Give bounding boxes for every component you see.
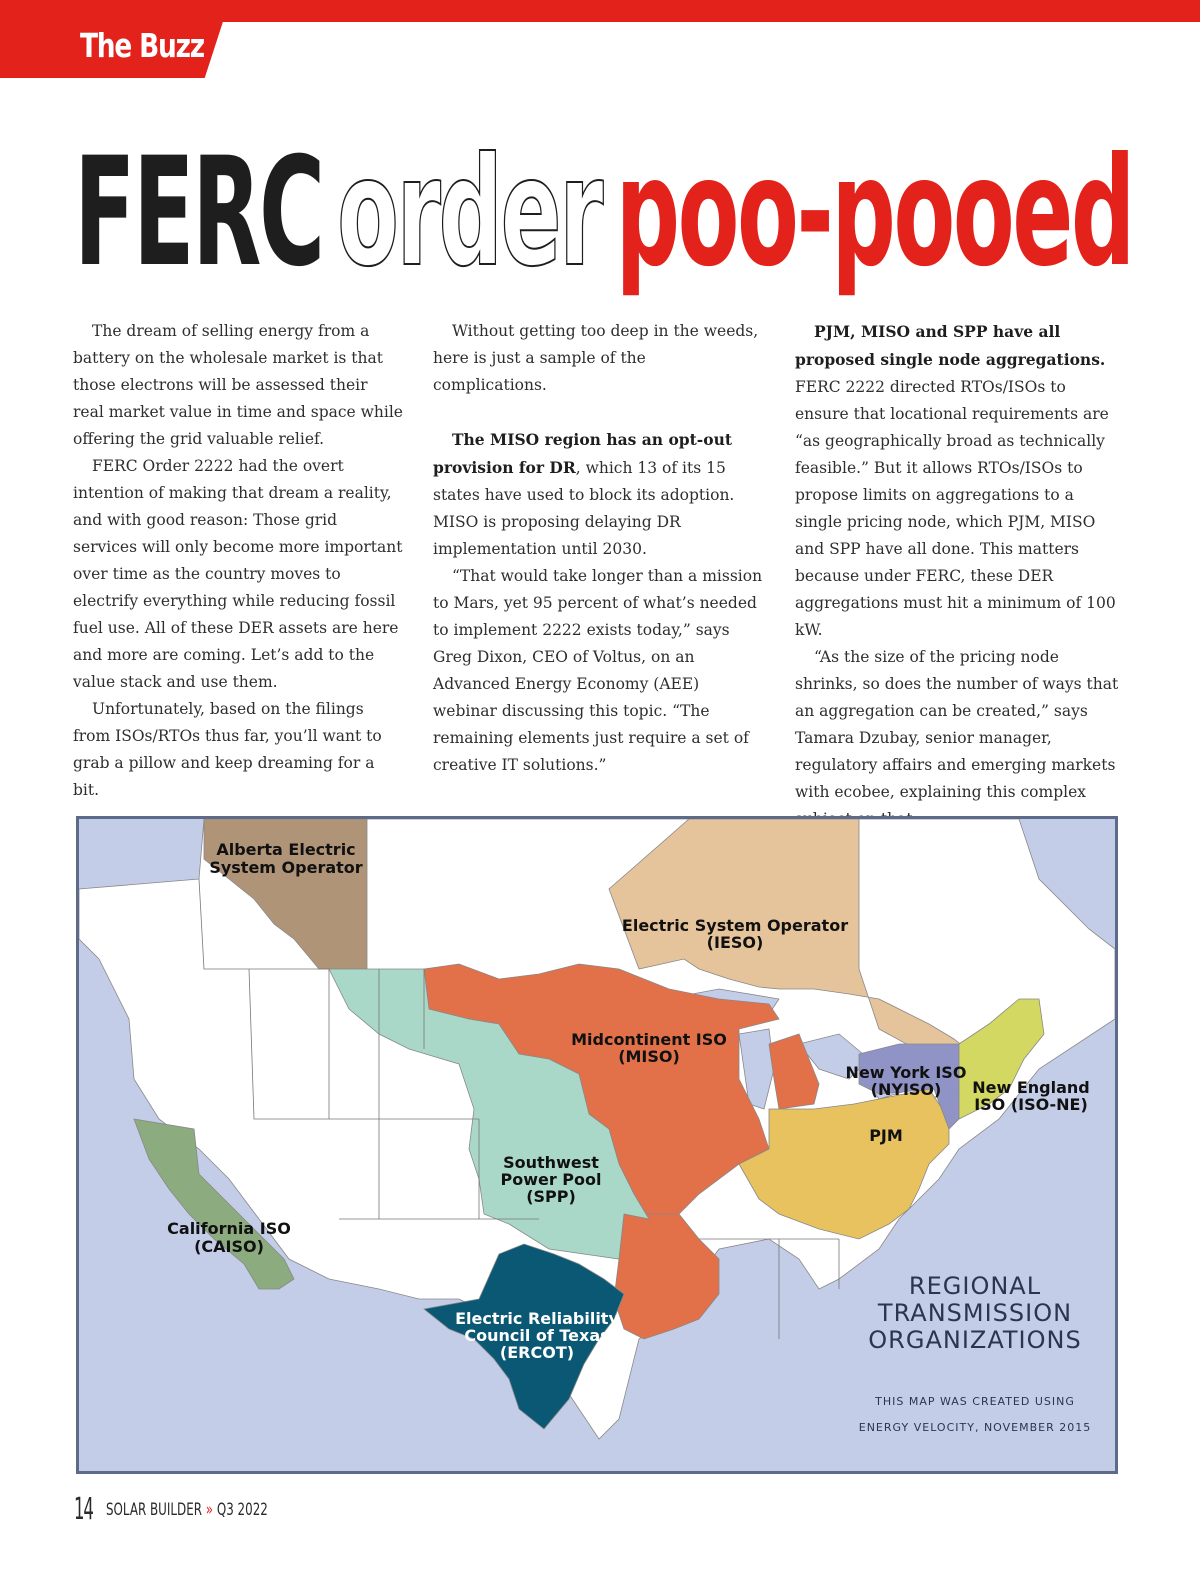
map-title-line-3: ORGANIZATIONS [868,1326,1082,1354]
paragraph-text: , which 13 of its 15 states have used to block its adoption. MISO is proposing delaying DR implementation until 2030. [433,459,735,558]
paragraph: Without getting too deep in the weeds, here is just a sample of the complications. [433,322,759,394]
label-aeso-1: Alberta Electric [216,840,356,859]
bold-lead: The MISO region has an opt-out provision for DR [433,430,732,477]
map-title-line-2: TRANSMISSION [877,1299,1073,1327]
label-ercot-3: (ERCOT) [499,1343,575,1362]
page-number: 14 [74,1492,93,1527]
page-footer [74,1492,268,1527]
label-caiso-2: (CAISO) [194,1237,264,1256]
label-ercot-1: Electric Reliability [455,1309,619,1328]
headline-word-ferc: FERC [74,126,323,300]
rto-map-graphic [79,819,1115,1471]
paragraph: “As the size of the pricing node shrinks, so does the number of ways that an aggregation can be created,” says Tamara Dzubay, senior manager, regulatory affairs and emerging markets with ecobee, explaining this complex [795,648,1119,801]
label-ieso-1: Electric System Operator [621,916,849,935]
paragraph: The dream of selling energy from a battery on the wholesale market is that those electrons will be assessed their real market value in time and space while offering the grid valuable relief. [73,322,403,448]
publication-line [106,1500,268,1520]
map-credit-line-2: ENERGY VELOCITY, NOVEMBER 2015 [858,1421,1092,1434]
paragraph-text: FERC 2222 directed RTOs/ISOs to ensure that locational requirements are “as geographically broad as technically feasible.” But it allows RTOs/ISOs to propose limits on aggregations to a single pricing node, which PJM, MISO and SPP have all done. This matters because under FERC, these DER aggregations must hit a minimum of 100 kW. [795,378,1116,639]
label-miso-2: (MISO) [618,1047,680,1066]
paragraph: FERC Order 2222 had the overt intention of making that dream a reality, and with good reason: Those grid services will only become more important over time as the country moves to electrify everything while reducing fossil fuel use. All of these DER assets are here and more are coming. Let’s add to the value stack and use them. [73,457,403,691]
label-nyiso-1: New York ISO [845,1063,967,1082]
map-credit-line-1: THIS MAP WAS CREATED USING [875,1395,1075,1408]
separator-glyph: » [205,1500,214,1520]
label-spp-2: Power Pool [500,1170,602,1189]
publication-name: SOLAR BUILDER [106,1500,202,1520]
label-aeso-2: System Operator [209,858,363,877]
label-spp-3: (SPP) [526,1187,576,1206]
paragraph: Unfortunately, based on the filings from ISOs/RTOs thus far, you’ll want to grab a pillow and keep dreaming for a bit. [73,700,382,799]
label-spp-1: Southwest [503,1153,599,1172]
label-ercot-2: Council of Texas [464,1326,610,1345]
label-miso-1: Midcontinent ISO [571,1030,727,1049]
article-column-2 [433,318,763,779]
map-title-line-1: REGIONAL [908,1272,1042,1300]
headline [74,126,1133,300]
article-column-1 [73,318,403,804]
headline-word-poo-pooed: poo-pooed [615,126,1133,300]
section-label: The Buzz [80,26,204,65]
label-pjm: PJM [869,1126,903,1145]
label-ieso-2: (IESO) [706,933,764,952]
bold-lead: PJM, MISO and SPP have all proposed single node aggregations. [795,322,1106,369]
article-column-3 [795,318,1121,833]
headline-word-order: order [337,126,602,300]
paragraph [795,318,1121,644]
rto-map [76,816,1118,1474]
paragraph: “That would take longer than a mission to Mars, yet 95 percent of what’s needed to implement 2222 exists today,” says Greg Dixon, CEO of Voltus, on an Advanced Energy Economy (AEE) webinar discussing this topic. “The remaining elements just require a set of creative IT solutions.” [433,567,763,774]
issue-label: Q3 2022 [216,1500,268,1520]
label-isone-2: ISO (ISO-NE) [974,1095,1088,1114]
label-isone-1: New England [972,1078,1090,1097]
label-caiso-1: California ISO [167,1219,291,1238]
paragraph [433,426,763,563]
label-nyiso-2: (NYISO) [870,1080,942,1099]
